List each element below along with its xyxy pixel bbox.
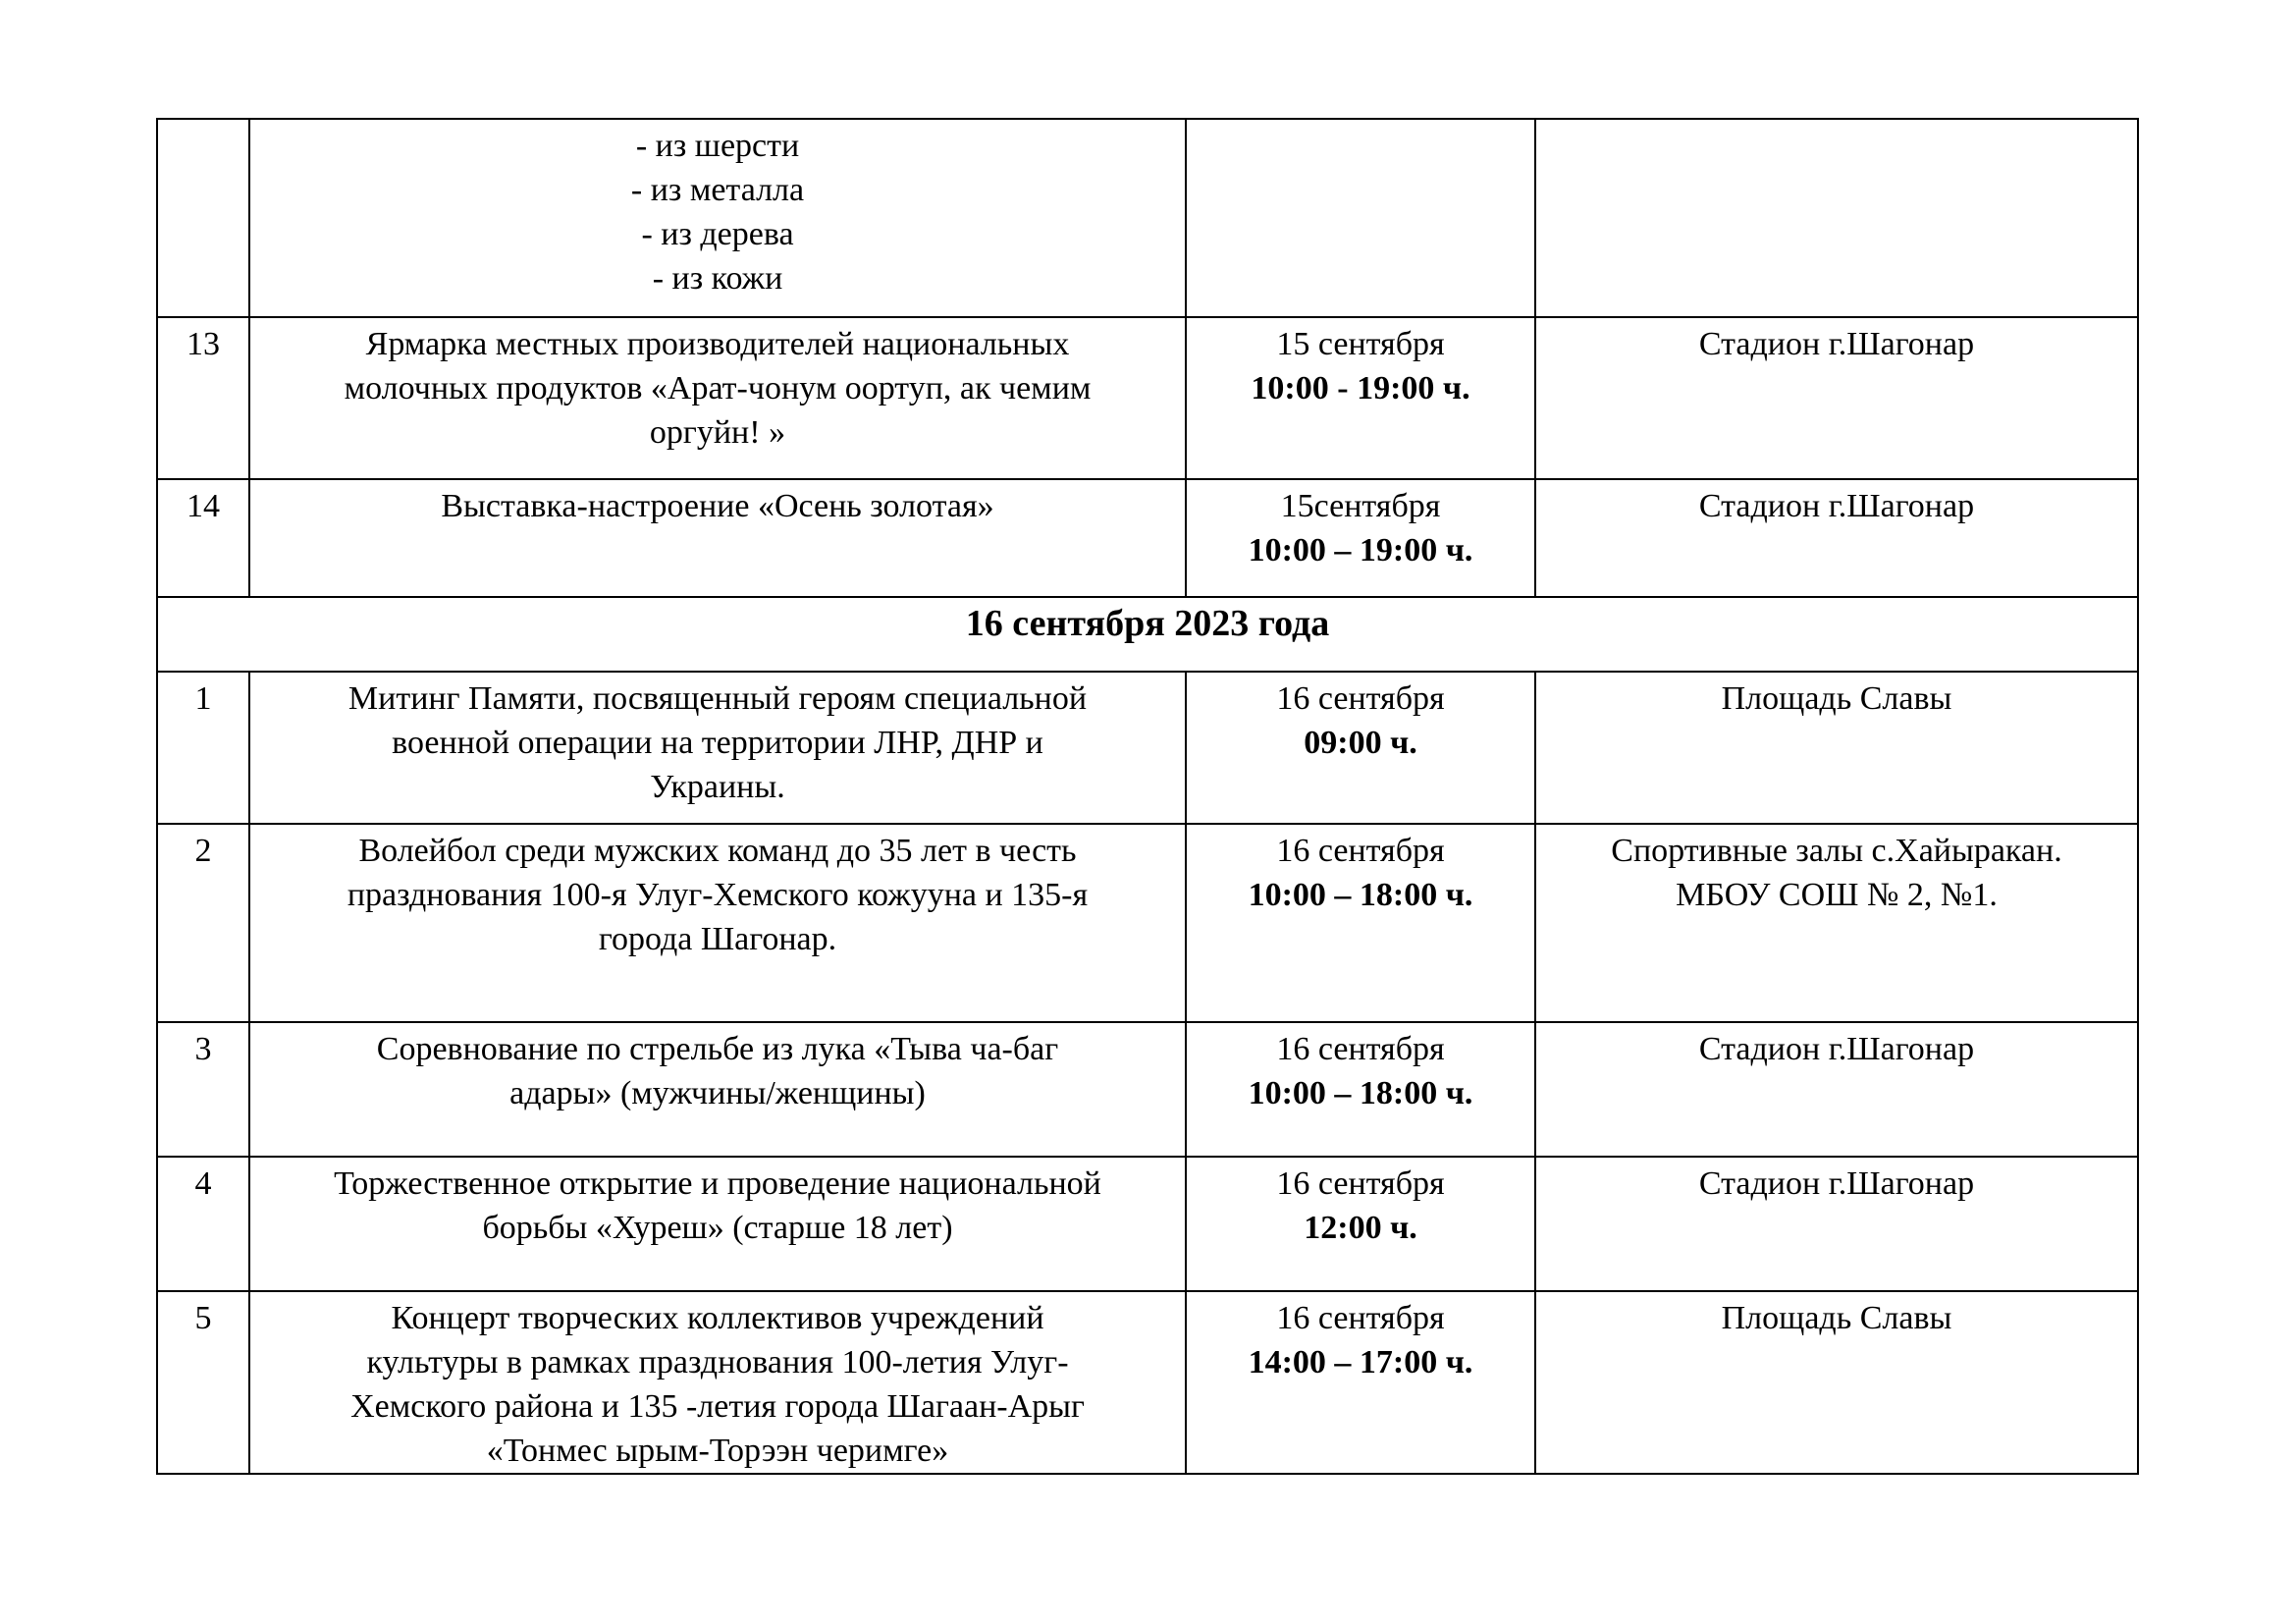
event-time: 10:00 – 18:00 ч. (1248, 1075, 1473, 1111)
event-cell (249, 1157, 1186, 1291)
event-place: Площадь Славы (1721, 680, 1952, 717)
place-cell (1535, 317, 2138, 479)
number-cell: 4 (157, 1157, 249, 1291)
event-text-line: Соревнование по стрельбе из лука «Тыва ча-баг (376, 1031, 1059, 1067)
event-date: 16 сентября (1276, 1300, 1445, 1336)
event-place: Стадион г.Шагонар (1698, 326, 1975, 362)
event-row (157, 1291, 2138, 1474)
number-cell: 13 (157, 317, 249, 479)
place-cell (1535, 824, 2138, 1022)
event-row (157, 824, 2138, 1022)
date-cell (1186, 119, 1535, 317)
number-cell: 1 (157, 672, 249, 824)
event-date: 16 сентября (1276, 1165, 1445, 1202)
event-text-line: адары» (мужчины/женщины) (509, 1075, 926, 1111)
event-text-line: Ярмарка местных производителей национальных (365, 326, 1070, 362)
event-place: Стадион г.Шагонар (1698, 1165, 1975, 1202)
date-cell (1186, 1022, 1535, 1157)
material-item: - из дерева (641, 216, 794, 252)
date-cell (1186, 1157, 1535, 1291)
event-place: Спортивные залы с.Хайыракан. (1611, 833, 2062, 869)
continuation-row (157, 119, 2138, 317)
event-time: 14:00 – 17:00 ч. (1248, 1344, 1473, 1380)
number-cell: 2 (157, 824, 249, 1022)
event-row (157, 317, 2138, 479)
number-cell (157, 119, 249, 317)
place-cell (1535, 672, 2138, 824)
place-cell (1535, 1022, 2138, 1157)
date-cell (1186, 824, 1535, 1022)
event-time: 10:00 - 19:00 ч. (1251, 370, 1470, 406)
event-text-line: Волейбол среди мужских команд до 35 лет в честь (358, 833, 1077, 869)
event-row (157, 1022, 2138, 1157)
event-text-line: Концерт творческих коллективов учреждений (391, 1300, 1044, 1336)
event-date: 16 сентября (1276, 680, 1445, 717)
event-cell (249, 824, 1186, 1022)
date-cell (1186, 1291, 1535, 1474)
event-text-line: культуры в рамках празднования 100-летия Улуг- (366, 1344, 1069, 1380)
event-text-line: Торжественное открытие и проведение национальной (334, 1165, 1101, 1202)
event-cell (249, 1022, 1186, 1157)
event-row (157, 672, 2138, 824)
event-text-line: молочных продуктов «Арат-чонум оортуп, ак чемим (344, 370, 1092, 406)
event-text-line: военной операции на территории ЛНР, ДНР и (392, 725, 1043, 761)
event-row (157, 479, 2138, 597)
event-place: Стадион г.Шагонар (1698, 488, 1975, 524)
event-text-line: празднования 100-я Улуг-Хемского кожууна и 135-я (347, 877, 1089, 913)
event-place: Стадион г.Шагонар (1698, 1031, 1975, 1067)
events-schedule-table (156, 118, 2139, 1475)
event-cell (249, 479, 1186, 597)
event-text-line: оргуйн! » (649, 414, 786, 451)
place-cell (1535, 1291, 2138, 1474)
event-cell (249, 672, 1186, 824)
event-time: 09:00 ч. (1304, 725, 1417, 761)
place-cell (1535, 119, 2138, 317)
event-place: МБОУ СОШ № 2, №1. (1676, 877, 1998, 913)
event-date: 15сентября (1280, 488, 1441, 524)
date-cell (1186, 317, 1535, 479)
event-time: 10:00 – 19:00 ч. (1248, 532, 1473, 568)
section-date-header: 16 сентября 2023 года (157, 597, 2138, 672)
material-item: - из металла (630, 172, 805, 208)
event-date: 15 сентября (1276, 326, 1445, 362)
event-row (157, 1157, 2138, 1291)
event-place: Площадь Славы (1721, 1300, 1952, 1336)
event-text-line: «Тонмес ырым-Торээн черимге» (486, 1433, 949, 1469)
event-cell (249, 119, 1186, 317)
event-time: 12:00 ч. (1304, 1210, 1417, 1246)
event-text-line: города Шагонар. (598, 921, 837, 957)
event-text-line: борьбы «Хуреш» (старше 18 лет) (482, 1210, 953, 1246)
event-date: 16 сентября (1276, 833, 1445, 869)
date-cell (1186, 672, 1535, 824)
event-date: 16 сентября (1276, 1031, 1445, 1067)
event-text-line: Выставка-настроение «Осень золотая» (441, 488, 994, 524)
place-cell (1535, 1157, 2138, 1291)
material-item: - из шерсти (635, 128, 800, 164)
material-item: - из кожи (652, 260, 783, 297)
section-header-row (157, 597, 2138, 672)
event-text-line: Митинг Памяти, посвященный героям специальной (347, 680, 1088, 717)
event-cell (249, 1291, 1186, 1474)
number-cell: 3 (157, 1022, 249, 1157)
number-cell: 14 (157, 479, 249, 597)
event-text-line: Хемского района и 135 -летия города Шагаан-Арыг (350, 1388, 1085, 1425)
event-text-line: Украины. (650, 769, 785, 805)
event-time: 10:00 – 18:00 ч. (1248, 877, 1473, 913)
number-cell: 5 (157, 1291, 249, 1474)
date-cell (1186, 479, 1535, 597)
event-cell (249, 317, 1186, 479)
place-cell (1535, 479, 2138, 597)
